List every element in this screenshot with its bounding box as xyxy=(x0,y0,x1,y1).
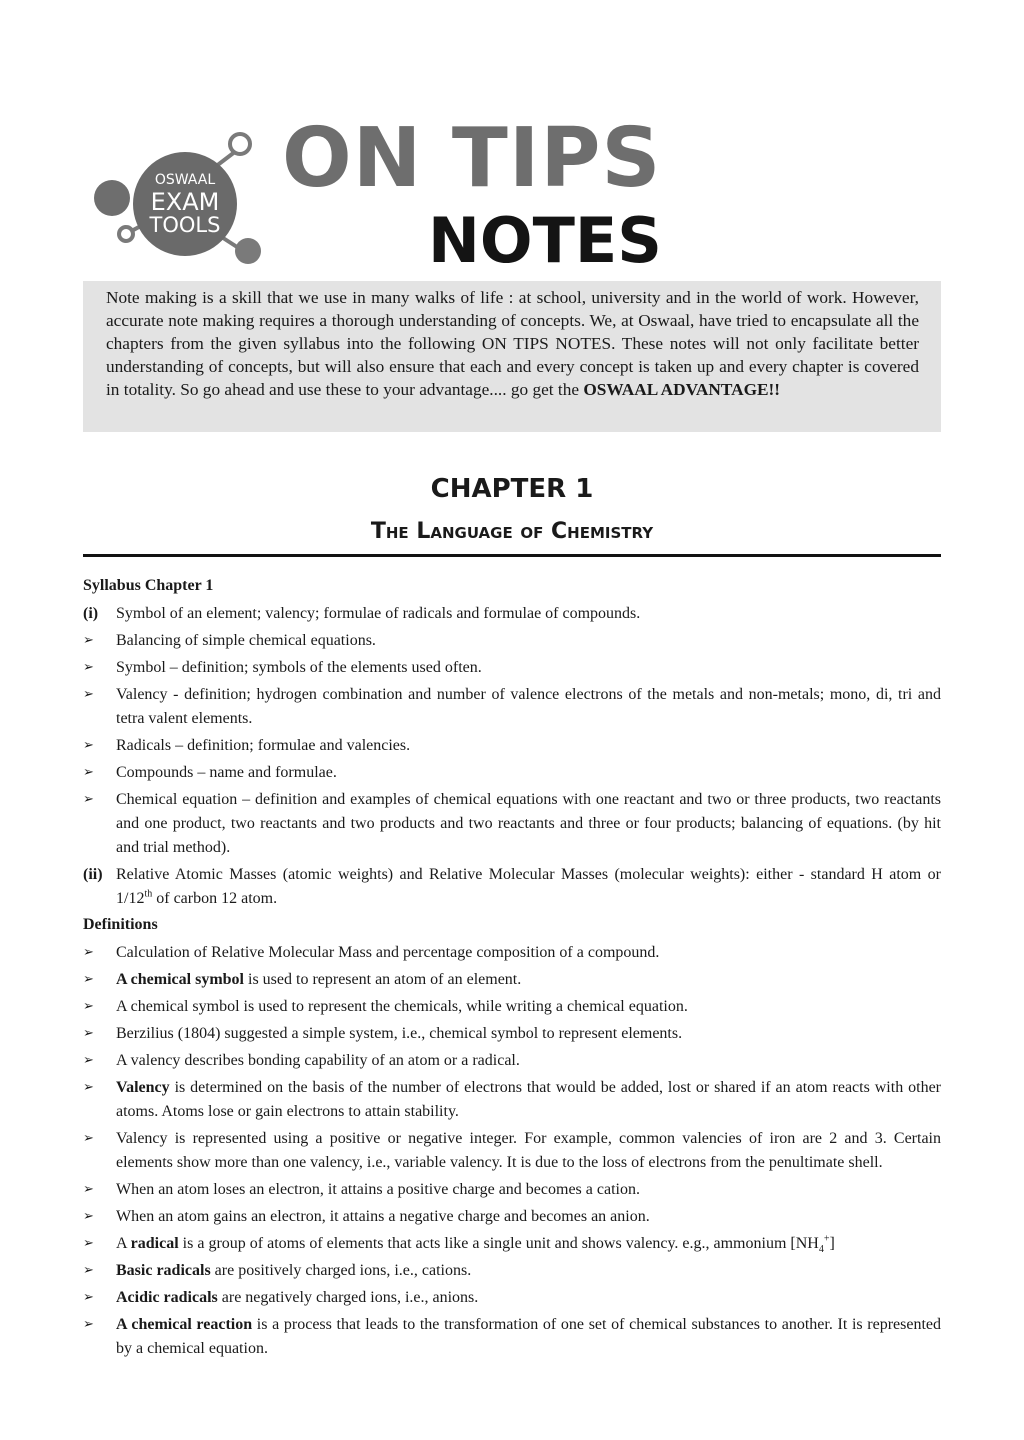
item-marker: (i) xyxy=(83,605,99,622)
list-item xyxy=(83,863,941,911)
list-item xyxy=(83,788,941,860)
item-text: are positively charged ions, i.e., cations. xyxy=(210,1262,472,1279)
list-item xyxy=(83,1259,941,1283)
item-text-tail: ] xyxy=(829,1235,835,1252)
item-text: Symbol – definition; symbols of the elements used often. xyxy=(116,659,482,676)
item-text: A chemical symbol is used to represent the chemicals, while writing a chemical equation. xyxy=(116,998,688,1015)
item-text-tail: of carbon 12 atom. xyxy=(152,890,278,907)
item-text: Chemical equation – definition and examples of chemical equations with one reactant and two or three products, two reactants and one product, two reactants and two products and two reactants and three or four products; balancing of equations. (by hit and trial method). xyxy=(116,791,941,856)
arrow-bullet-icon: ➢ xyxy=(83,1053,94,1068)
item-bold-term: radical xyxy=(130,1235,179,1252)
item-text: is a process that leads to the transformation of one set of chemical substances to another. It is represented by a chemical equation. xyxy=(116,1316,942,1357)
item-text: is used to represent an atom of an element. xyxy=(244,971,522,988)
list-item xyxy=(83,968,941,992)
list-item xyxy=(83,683,941,731)
arrow-bullet-icon: ➢ xyxy=(83,1026,94,1041)
item-text: Relative Atomic Masses (atomic weights) and Relative Molecular Masses (molecular weights): either - standard H atom or 1/12 xyxy=(116,866,941,907)
item-text: Berzilius (1804) suggested a simple system, i.e., chemical symbol to represent elements. xyxy=(116,1025,683,1042)
arrow-bullet-icon: ➢ xyxy=(83,945,94,960)
item-text: When an atom loses an electron, it attains a positive charge and becomes a cation. xyxy=(116,1181,640,1198)
item-prefix: A xyxy=(116,1235,131,1252)
subscript: 4 xyxy=(818,1244,824,1256)
definitions-heading: Definitions xyxy=(83,916,158,933)
arrow-bullet-icon: ➢ xyxy=(83,660,94,675)
item-bold-term: A chemical symbol xyxy=(116,971,244,988)
list-item xyxy=(83,1286,941,1310)
list-item xyxy=(83,1232,941,1256)
list-item xyxy=(83,995,941,1019)
item-marker: (ii) xyxy=(83,866,103,883)
arrow-bullet-icon: ➢ xyxy=(83,1317,94,1332)
item-bold-term: Acidic radicals xyxy=(116,1289,218,1306)
arrow-bullet-icon: ➢ xyxy=(83,792,94,807)
chapter-content xyxy=(83,575,941,1364)
item-text: are negatively charged ions, i.e., anions. xyxy=(217,1289,479,1306)
arrow-bullet-icon: ➢ xyxy=(83,1263,94,1278)
chapter-number: CHAPTER 1 xyxy=(430,474,594,504)
arrow-bullet-icon: ➢ xyxy=(83,1209,94,1224)
item-text: When an atom gains an electron, it attains a negative charge and becomes an anion. xyxy=(116,1208,650,1225)
logo-text-line-2: EXAM xyxy=(150,188,220,216)
list-item xyxy=(83,1127,941,1175)
item-bold-term: Valency xyxy=(116,1079,170,1096)
list-item xyxy=(83,1049,941,1073)
list-item xyxy=(83,1313,941,1361)
arrow-bullet-icon: ➢ xyxy=(83,633,94,648)
list-item xyxy=(83,1022,941,1046)
logo-text-line-1: OSWAAL xyxy=(154,172,216,188)
arrow-bullet-icon: ➢ xyxy=(83,972,94,987)
chapter-title: The Language of Chemistry xyxy=(370,519,654,544)
item-text: Compounds – name and formulae. xyxy=(116,764,337,781)
intro-box xyxy=(83,281,941,432)
chapter-divider xyxy=(83,554,941,557)
item-bold-term: Basic radicals xyxy=(116,1262,211,1279)
item-text: is determined on the basis of the number of electrons that would be added, lost or shared if an atom reacts with other atoms. Atoms lose or gain electrons to attain stability. xyxy=(116,1079,941,1120)
arrow-bullet-icon: ➢ xyxy=(83,738,94,753)
list-item xyxy=(83,1178,941,1202)
intro-bold-tail: OSWAAL ADVANTAGE!! xyxy=(583,380,781,399)
list-item xyxy=(83,1205,941,1229)
arrow-bullet-icon: ➢ xyxy=(83,1236,94,1251)
list-item xyxy=(83,1076,941,1124)
arrow-bullet-icon: ➢ xyxy=(83,687,94,702)
item-text: Radicals – definition; formulae and valencies. xyxy=(116,737,411,754)
list-item xyxy=(83,734,941,758)
title-notes: NOTES xyxy=(428,204,662,277)
item-text: Balancing of simple chemical equations. xyxy=(116,632,376,649)
arrow-bullet-icon: ➢ xyxy=(83,765,94,780)
list-item xyxy=(83,941,941,965)
oswaal-exam-tools-logo xyxy=(90,126,270,276)
item-bold-term: A chemical reaction xyxy=(116,1316,253,1333)
item-text: is a group of atoms of elements that acts like a single unit and shows valency. e.g., ammonium [NH xyxy=(178,1235,819,1252)
arrow-bullet-icon: ➢ xyxy=(83,1131,94,1146)
list-item xyxy=(83,656,941,680)
arrow-bullet-icon: ➢ xyxy=(83,1080,94,1095)
arrow-bullet-icon: ➢ xyxy=(83,1290,94,1305)
list-item xyxy=(83,629,941,653)
list-item xyxy=(83,602,941,626)
superscript: th xyxy=(144,888,153,900)
syllabus-list xyxy=(83,602,941,911)
definitions-list xyxy=(83,941,941,1361)
intro-text: Note making is a skill that we use in many walks of life : at school, university and in the world of work. However, accurate note making requires a thorough understanding of concepts. We, at Oswaal, have tried to encapsulate all the chapters from the given syllabus into the following ON TIPS NOTES. These notes will not only facilitate better understanding of concepts, but will also ensure that each and every concept is taken up and every chapter is covered in totality. So go ahead and use these to your advantage.... go get the xyxy=(106,288,919,399)
logo-text-line-3: TOOLS xyxy=(149,213,221,237)
item-text: Calculation of Relative Molecular Mass and percentage composition of a compound. xyxy=(116,944,660,961)
arrow-bullet-icon: ➢ xyxy=(83,999,94,1014)
title-on-tips: ON TIPS xyxy=(282,111,662,206)
item-text: Valency is represented using a positive or negative integer. For example, common valencies of iron are 2 and 3. Certain elements show more than one valency, i.e., variable valency. It is due to the loss of electrons from the penultimate shell. xyxy=(116,1130,941,1171)
arrow-bullet-icon: ➢ xyxy=(83,1182,94,1197)
item-text: Valency - definition; hydrogen combination and number of valence electrons of the metals and non-metals; mono, di, tri and tetra valent elements. xyxy=(116,686,941,727)
item-text: A valency describes bonding capability of an atom or a radical. xyxy=(116,1052,520,1069)
item-text: Symbol of an element; valency; formulae of radicals and formulae of compounds. xyxy=(116,605,641,622)
list-item xyxy=(83,761,941,785)
syllabus-heading: Syllabus Chapter 1 xyxy=(83,577,214,594)
superscript: + xyxy=(823,1233,830,1245)
